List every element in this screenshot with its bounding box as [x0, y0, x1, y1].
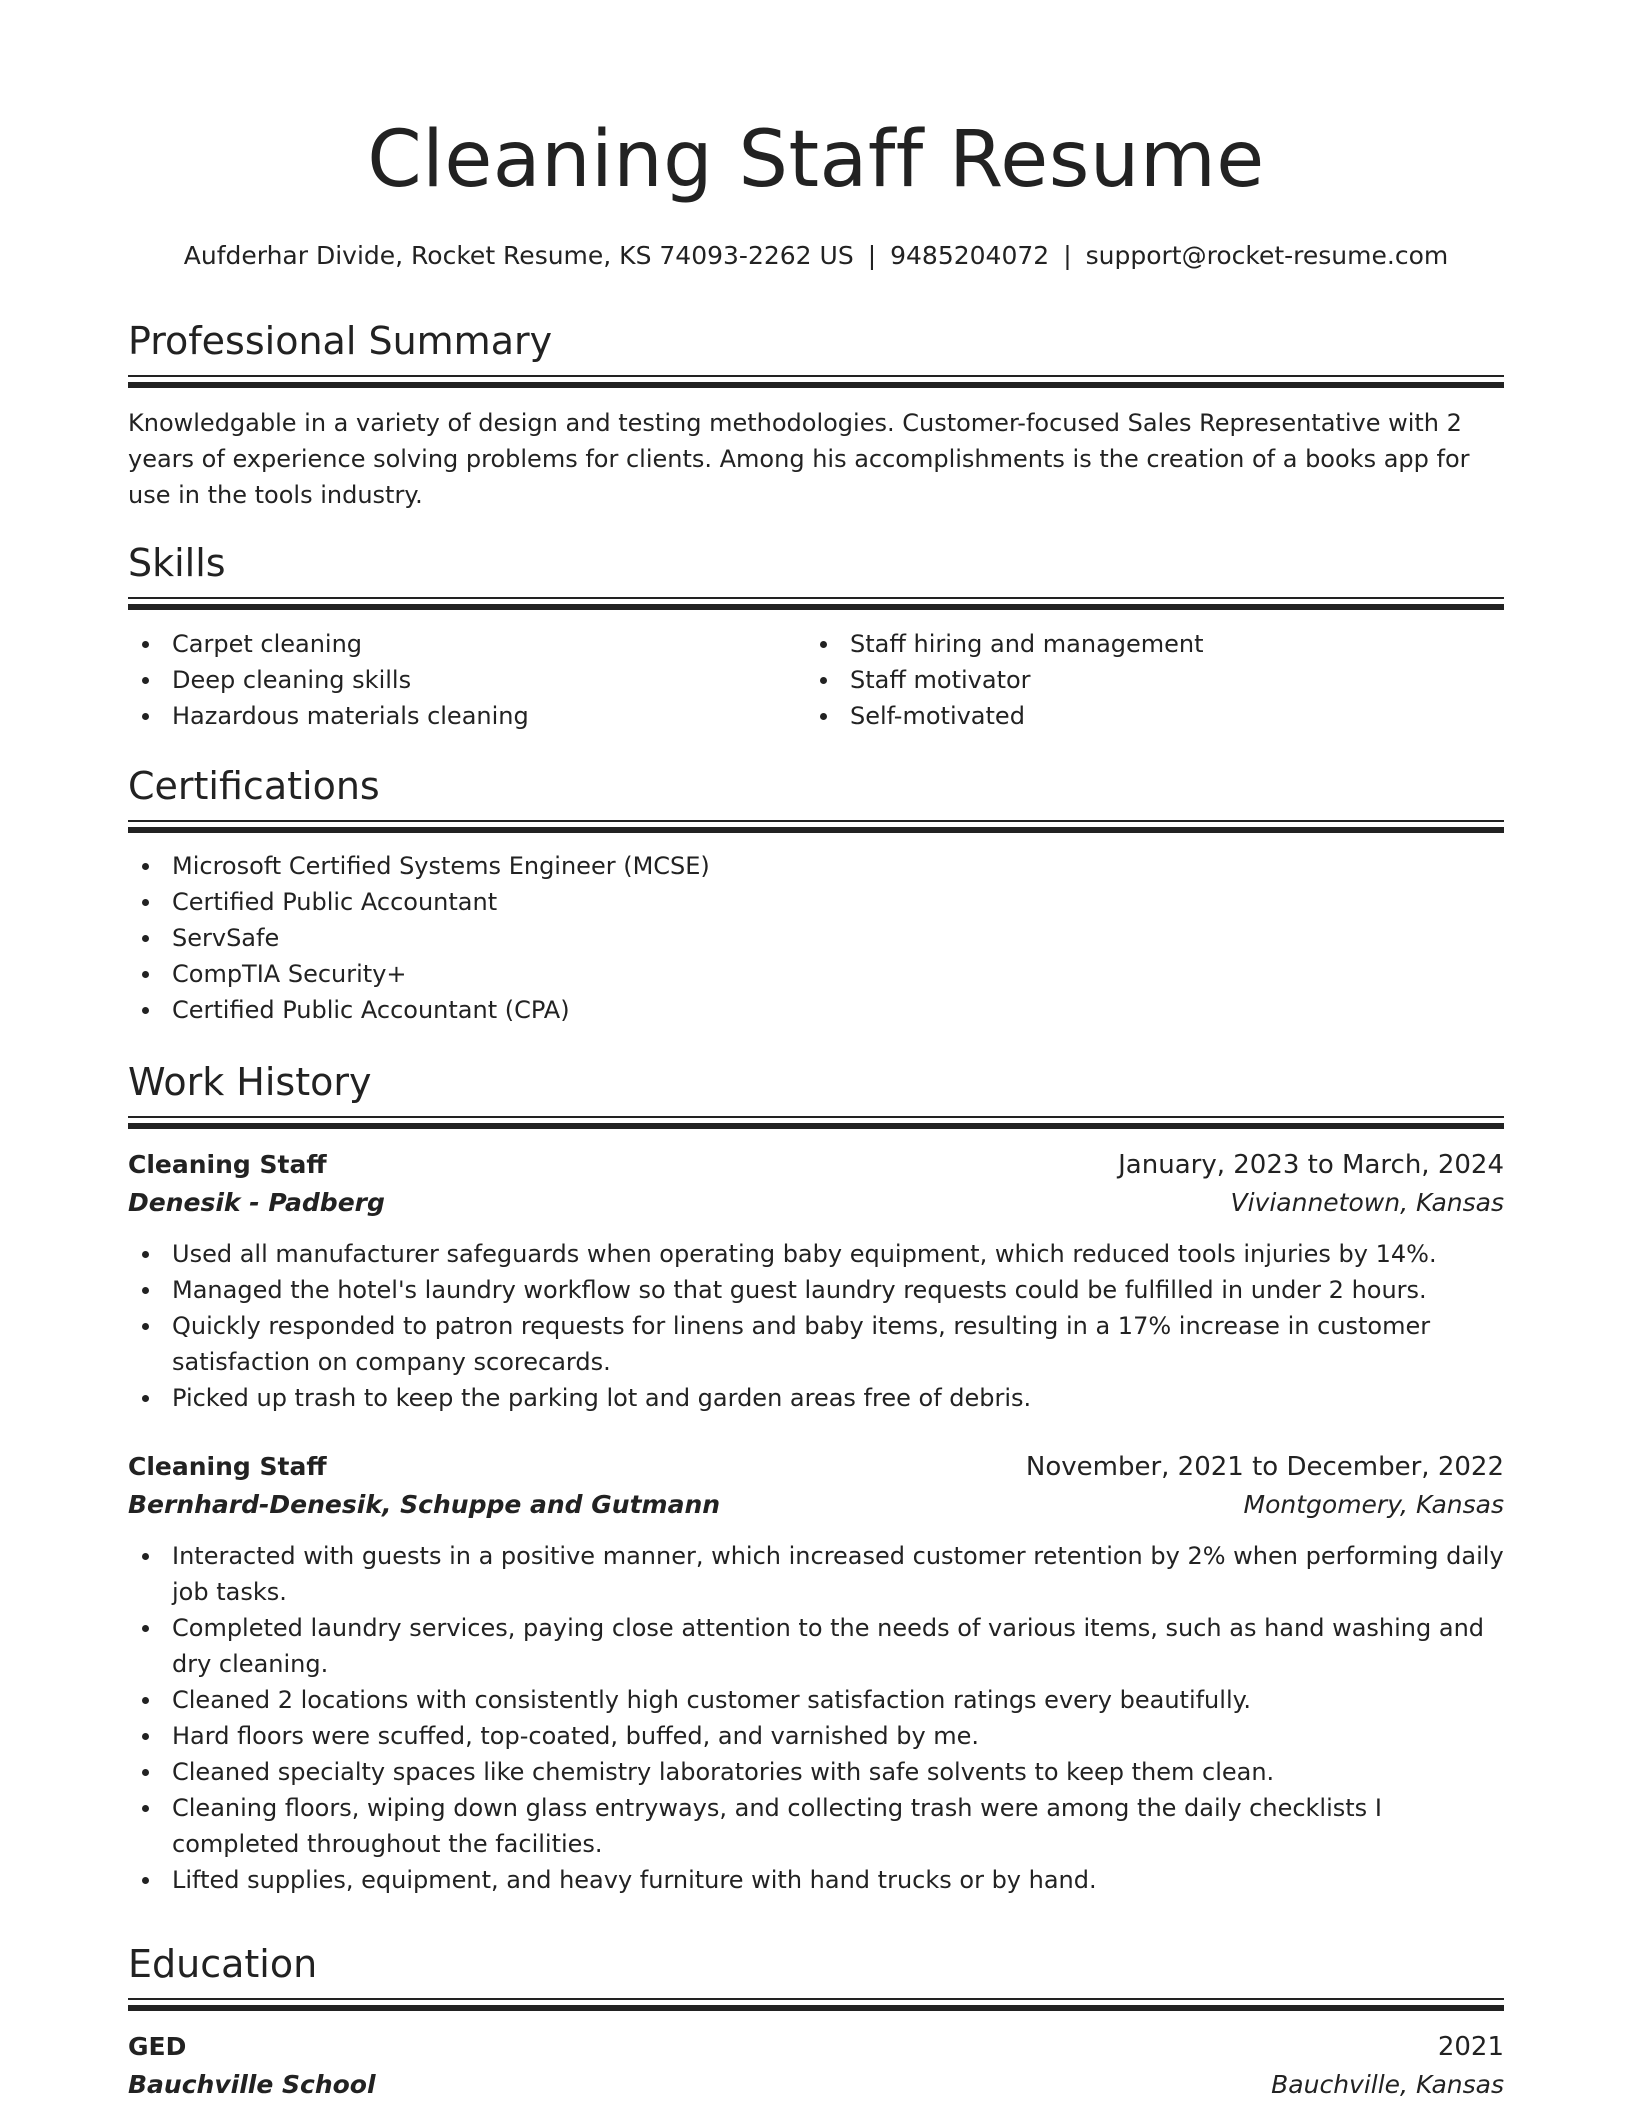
- list-item: Quickly responded to patron requests for linens and baby items, resulting in a 17% increase in customer satisfaction on company scorecards.: [128, 1308, 1504, 1380]
- contact-line: [128, 240, 1504, 272]
- job-bullets: [128, 1236, 1504, 1416]
- section-heading-certifications: Certifications: [128, 764, 380, 808]
- list-item: Picked up trash to keep the parking lot and garden areas free of debris.: [128, 1380, 1504, 1416]
- list-item: Certified Public Accountant: [128, 884, 1504, 920]
- contact-address: Aufderhar Divide, Rocket Resume, KS 74093-2262 US: [183, 241, 854, 270]
- job-location: Viviannetown, Kansas: [1230, 1188, 1504, 1217]
- section-divider: [128, 597, 1504, 611]
- job-company: Denesik - Padberg: [128, 1188, 385, 1217]
- skills-section: [128, 540, 1504, 734]
- contact-separator: |: [1063, 241, 1072, 270]
- education-entry: [128, 2028, 1504, 2104]
- page-title: Cleaning Staff Resume: [367, 115, 1265, 205]
- list-item: ServSafe: [128, 920, 1504, 956]
- list-item: Managed the hotel's laundry workflow so that guest laundry requests could be fulfilled in under 2 hours.: [128, 1272, 1504, 1308]
- section-divider: [128, 820, 1504, 834]
- section-heading-education: Education: [128, 1942, 318, 1986]
- list-item: Self-motivated: [806, 698, 1484, 734]
- list-item: Interacted with guests in a positive manner, which increased customer retention by 2% when performing daily job tasks.: [128, 1538, 1504, 1610]
- certifications-list: [128, 848, 1504, 1028]
- list-item: Staff motivator: [806, 662, 1484, 698]
- job-title: Cleaning Staff: [128, 1452, 327, 1481]
- list-item: Staff hiring and management: [806, 626, 1484, 662]
- skills-list-left: [128, 626, 806, 734]
- education-section: [128, 1941, 1504, 2104]
- list-item: Carpet cleaning: [128, 626, 806, 662]
- list-item: Certified Public Accountant (CPA): [128, 992, 1504, 1028]
- section-divider: [128, 375, 1504, 389]
- education-location: Bauchville, Kansas: [1271, 2070, 1504, 2099]
- list-item: Hazardous materials cleaning: [128, 698, 806, 734]
- list-item: Used all manufacturer safeguards when operating baby equipment, which reduced tools injuries by 14%.: [128, 1236, 1504, 1272]
- section-heading-summary: Professional Summary: [128, 319, 553, 363]
- education-school: Bauchville School: [128, 2070, 376, 2099]
- list-item: Hard floors were scuffed, top-coated, buffed, and varnished by me.: [128, 1718, 1504, 1754]
- list-item: Cleaned 2 locations with consistently high customer satisfaction ratings every beautifully.: [128, 1682, 1504, 1718]
- skills-list-right: [806, 626, 1484, 734]
- job-dates: January, 2023 to March, 2024: [1118, 1150, 1504, 1180]
- job-title: Cleaning Staff: [128, 1150, 327, 1179]
- section-divider: [128, 1116, 1504, 1130]
- certifications-section: [128, 763, 1504, 1028]
- education-degree: GED: [128, 2032, 187, 2061]
- section-heading-skills: Skills: [128, 541, 226, 585]
- list-item: Microsoft Certified Systems Engineer (MCSE): [128, 848, 1504, 884]
- contact-separator: |: [867, 241, 877, 270]
- summary-section: [128, 318, 1504, 513]
- contact-phone: 9485204072: [890, 241, 1050, 270]
- job-location: Montgomery, Kansas: [1243, 1490, 1504, 1519]
- job-entry: [128, 1448, 1504, 1898]
- summary-text: Knowledgable in a variety of design and testing methodologies. Customer-focused Sales Representative with 2 years of experience solving problems for clients. Among his accomplishments is the creation of a books app for use in the tools industry.: [128, 409, 1470, 509]
- skills-columns: [128, 626, 1504, 734]
- list-item: Deep cleaning skills: [128, 662, 806, 698]
- contact-email: support@rocket-resume.com: [1085, 241, 1449, 270]
- job-entry: [128, 1146, 1504, 1416]
- job-dates: November, 2021 to December, 2022: [1025, 1452, 1504, 1482]
- section-heading-work: Work History: [128, 1060, 372, 1104]
- list-item: Cleaned specialty spaces like chemistry laboratories with safe solvents to keep them clean.: [128, 1754, 1504, 1790]
- work-history-section: [128, 1059, 1504, 1898]
- list-item: Completed laundry services, paying close attention to the needs of various items, such as hand washing and dry cleaning.: [128, 1610, 1504, 1682]
- list-item: CompTIA Security+: [128, 956, 1504, 992]
- skills-column-left: [128, 626, 806, 734]
- education-year: 2021: [1437, 2032, 1504, 2062]
- section-divider: [128, 1998, 1504, 2012]
- list-item: Lifted supplies, equipment, and heavy furniture with hand trucks or by hand.: [128, 1862, 1504, 1898]
- list-item: Cleaning floors, wiping down glass entryways, and collecting trash were among the daily checklists I completed throughout the facilities.: [128, 1790, 1504, 1862]
- skills-column-right: [806, 626, 1484, 734]
- job-bullets: [128, 1538, 1504, 1898]
- job-company: Bernhard-Denesik, Schuppe and Gutmann: [128, 1490, 721, 1519]
